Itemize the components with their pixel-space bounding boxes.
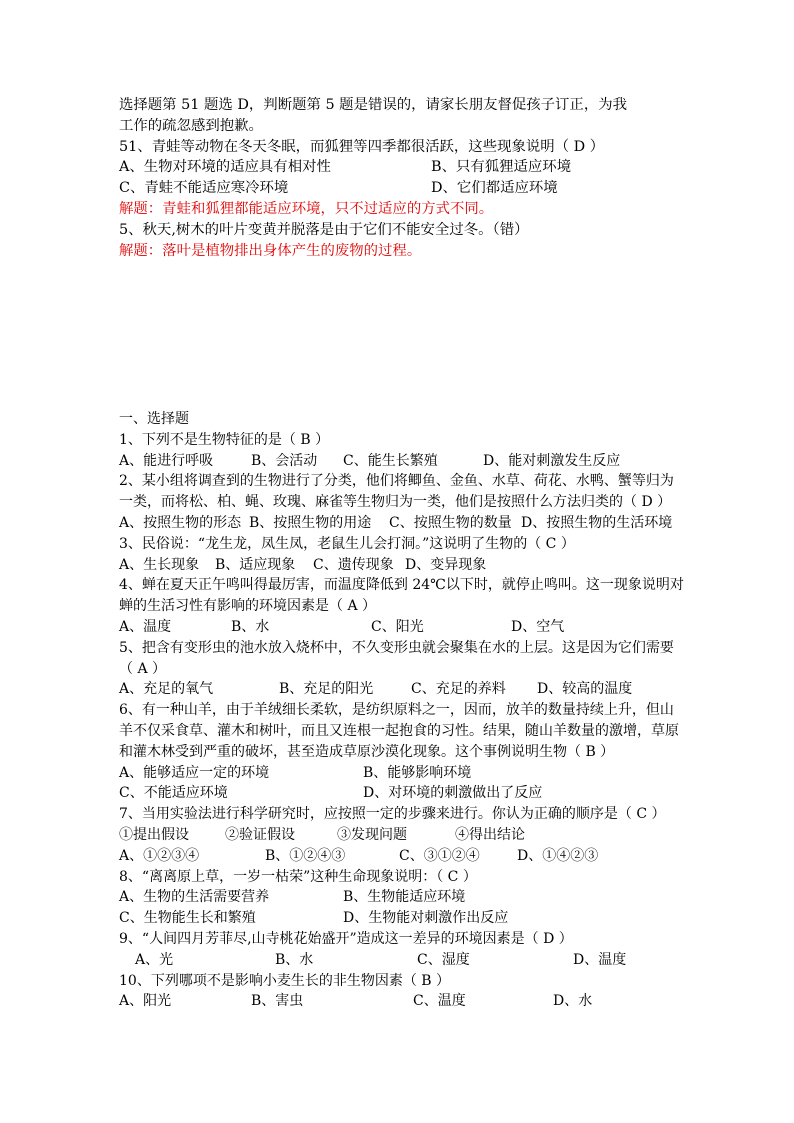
q9-option-c: C、湿度	[417, 951, 470, 968]
q4-option-c: C、阳光	[371, 618, 424, 635]
q9-option-a: A、光	[135, 951, 174, 968]
q10-option-a: A、阳光	[119, 993, 172, 1010]
q2-option-a: A、按照生物的形态	[119, 514, 242, 531]
q7-stem: 7、当用实验法进行科学研究时，应按照一定的步骤来进行。你认为正确的顺序是（ C ）	[119, 806, 666, 823]
q10-options	[119, 991, 679, 1012]
q8-option-a: A、生物的生活需要营养	[119, 889, 270, 906]
q5-option-a: A、充足的氧气	[119, 681, 214, 698]
q2-options	[119, 513, 679, 534]
q3-option-c: C、遗传现象	[313, 556, 394, 573]
q4-stem-1: 4、蝉在夏天正午鸣叫得最厉害，而温度降低到 24℃以下时，就停止鸣叫。这一现象说明对	[119, 577, 684, 594]
q5-stem-1: 5、把含有变形虫的池水放入烧杯中，不久变形虫就会聚集在水的上层。这是因为它们需要	[119, 639, 674, 656]
notice-line-2: 工作的疏忽感到抱歉。	[119, 117, 263, 134]
q6-options-row-2	[119, 783, 679, 804]
q4-options	[119, 617, 679, 638]
q7-option-d: D、①④②③	[517, 847, 599, 864]
q6-option-a: A、能够适应一定的环境	[119, 764, 270, 781]
q7-step-1: ①提出假设	[119, 826, 189, 843]
q5-options	[119, 679, 679, 700]
q4-option-a: A、温度	[119, 618, 172, 635]
q6-option-d: D、对环境的刺激做出了反应	[363, 785, 543, 802]
q7-option-c: C、③①②④	[399, 847, 480, 864]
q8-stem: 8、“离离原上草，一岁一枯荣”这种生命现象说明：（ C ）	[119, 868, 477, 885]
notice-line-1: 选择题第 51 题选 D，判断题第 5 题是错误的，请家长朋友督促孩子订正，为我	[119, 97, 627, 113]
q51-options-row-2	[119, 178, 679, 199]
q51-option-c: C、青蛙不能适应寒冷环境	[119, 180, 289, 197]
q4-option-b: B、水	[231, 618, 270, 635]
q51-option-a: A、生物对环境的适应具有相对性	[119, 159, 331, 176]
q1-option-d: D、能对刺激发生反应	[483, 452, 621, 469]
q2-option-b: B、按照生物的用途	[249, 514, 372, 531]
q7-option-b: B、①②④③	[265, 847, 346, 864]
q8-option-b: B、生物能适应环境	[343, 889, 466, 906]
q51-stem: 51、青蛙等动物在冬天冬眠，而狐狸等四季都很活跃，这些现象说明（ D ）	[119, 138, 605, 155]
q3-option-b: B、适应现象	[215, 556, 296, 573]
q9-stem: 9、“人间四月芳菲尽,山寺桃花始盛开”造成这一差异的环境因素是（ D ）	[119, 930, 573, 947]
q51-options-row-1	[119, 157, 679, 178]
q2-stem-1: 2、某小组将调查到的生物进行了分类，他们将鲫鱼、金鱼、水草、荷花、水鸭、蟹等归为	[119, 473, 674, 490]
q6-stem-2: 羊不仅采食草、灌木和树叶，而且又连根一起抱食的习性。结果，随山羊数量的激增，草原	[119, 722, 679, 739]
q8-option-c: C、生物能生长和繁殖	[119, 910, 256, 927]
q5-option-c: C、充足的养料	[411, 681, 506, 698]
q6-option-c: C、不能适应环境	[119, 785, 228, 802]
q3-options	[119, 555, 679, 576]
q5-option-b: B、充足的阳光	[279, 681, 374, 698]
q9-option-b: B、水	[275, 951, 314, 968]
section-title: 一、选择题	[119, 411, 189, 427]
q1-stem: 1、下列不是生物特征的是（ B ）	[119, 431, 330, 448]
q4-option-d: D、空气	[511, 618, 565, 635]
q2-option-c: C、按照生物的数量	[389, 514, 512, 531]
q8-options-row-1	[119, 887, 679, 908]
q7-steps	[119, 825, 679, 846]
q2-stem-2: 一类，而将松、柏、蝇、玫瑰、麻雀等生物归为一类，他们是按照什么方法归类的（ D ）	[119, 494, 672, 511]
q6-stem-1: 6、有一种山羊，由于羊绒细长柔软，是纺织原料之一，因而，放羊的数量持续上升，但山	[119, 702, 674, 719]
q51-option-b: B、只有狐狸适应环境	[431, 159, 572, 176]
q8-option-d: D、生物能对刺激作出反应	[343, 910, 509, 927]
choice-section	[119, 409, 684, 1012]
q3-option-a: A、生长现象	[119, 556, 200, 573]
correction-notice	[119, 95, 679, 261]
q3-option-d: D、变异现象	[405, 556, 487, 573]
q7-options	[119, 846, 679, 867]
q7-step-3: ③发现问题	[337, 826, 407, 843]
q10-option-c: C、温度	[413, 993, 466, 1010]
q1-option-b: B、会活动	[251, 452, 318, 469]
q3-stem: 3、民俗说：“龙生龙，凤生凤，老鼠生儿会打洞。”这说明了生物的（ C ）	[119, 535, 575, 552]
q10-stem: 10、下列哪项不是影响小麦生长的非生物因素（ B ）	[119, 972, 451, 989]
q9-options	[119, 950, 679, 971]
tf5-stem: 5、秋天,树木的叶片变黄并脱落是由于它们不能安全过冬。（错）	[119, 221, 529, 238]
q6-options-row-1	[119, 763, 679, 784]
q7-step-2: ②验证假设	[225, 826, 295, 843]
q7-step-4: ④得出结论	[455, 826, 525, 843]
q1-option-c: C、能生长繁殖	[343, 452, 438, 469]
q10-option-b: B、害虫	[251, 993, 304, 1010]
q1-option-a: A、能进行呼吸	[119, 452, 214, 469]
q51-explanation: 解题：青蛙和狐狸都能适应环境，只不过适应的方式不同。	[119, 200, 494, 217]
q4-stem-2: 蝉的生活习性有影响的环境因素是（ A ）	[119, 598, 377, 615]
q9-option-d: D、温度	[573, 951, 627, 968]
q2-option-d: D、按照生物的生活环境	[521, 514, 673, 531]
q7-option-a: A、①②③④	[119, 847, 200, 864]
q8-options-row-2	[119, 908, 679, 929]
q51-option-d: D、它们都适应环境	[431, 180, 558, 197]
tf5-explanation: 解题：落叶是植物排出身体产生的废物的过程。	[119, 242, 422, 259]
q6-option-b: B、能够影响环境	[363, 764, 472, 781]
q6-stem-3: 和灌木林受到严重的破坏，甚至造成草原沙漠化现象。这个事例说明生物（ B ）	[119, 743, 615, 760]
q1-options	[119, 451, 679, 472]
q10-option-d: D、水	[553, 993, 593, 1010]
q5-stem-2: （ A ）	[119, 660, 167, 677]
q5-option-d: D、较高的温度	[537, 681, 633, 698]
